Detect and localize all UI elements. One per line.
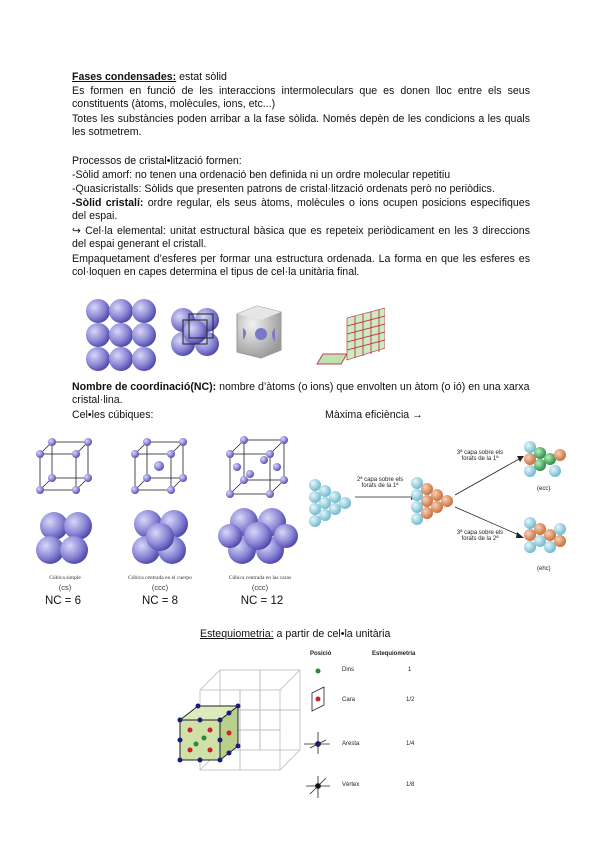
stoich-figure bbox=[170, 650, 470, 830]
packing-layers-diagram bbox=[305, 425, 590, 585]
col-stoichiometry: Estequiometria bbox=[372, 651, 416, 657]
packing-illustrations bbox=[85, 298, 385, 380]
crystalline-solid bbox=[72, 197, 530, 224]
layer-3-ehc bbox=[524, 517, 566, 553]
nc-simple-cubic: NC = 6 bbox=[44, 595, 82, 607]
row-vertex-val: 1/8 bbox=[406, 782, 415, 788]
heading-rest: estat sòlid bbox=[176, 71, 227, 83]
intro-paragraph-2: Totes les substàncies poden arribar a la fase sòlida. Només depèn de les condicions a les quals les sotmetrem. bbox=[72, 113, 530, 139]
row-face-val: 1/2 bbox=[406, 697, 415, 703]
nc-bcc: NC = 8 bbox=[141, 595, 179, 607]
label-layer2: 2ª capa sobre els forats de la 1ª bbox=[356, 477, 404, 489]
caption-simple-cubic: Cúbica simple bbox=[49, 575, 81, 581]
label-layer3a: 3ª capa sobre els forats de la 1ª bbox=[456, 450, 504, 462]
simple-cubic-spheres bbox=[36, 512, 92, 564]
row-inside-val: 1 bbox=[408, 667, 412, 673]
quasicrystals: -Quasicristalls: Sòlids que presenten patrons de cristal·lització ordenats però no periòdics. bbox=[72, 183, 495, 195]
crystalline-rest: ordre regular, els seus àtoms, molècules o ions ocupen posicions específiques del espai. bbox=[72, 197, 530, 223]
icon-vertex bbox=[306, 776, 330, 798]
fcc-spheres bbox=[218, 508, 298, 564]
simple-cubic-wireframe bbox=[40, 442, 88, 490]
unit-cell-front bbox=[180, 720, 220, 760]
amorphous-solid: -Sòlid amorf: no tenen una ordenació ben definida ni un ordre molecular repetitiu bbox=[72, 169, 451, 181]
cube-in-spheres-image bbox=[171, 308, 219, 356]
section-title bbox=[72, 71, 227, 83]
unit-cell-definition: ↪ Cel·la elemental: unitat estructural bàsica que es repeteix periòdicament en les 3 direccions del espai generant el cristall. bbox=[72, 225, 530, 251]
packing-paragraph: Empaquetament d’esferes per formar una estructura ordenada. La forma en que les esferes es col·loquen en capes determina el tipus de cel·la unitària final. bbox=[72, 253, 530, 279]
layer-1-triangle bbox=[309, 479, 351, 527]
abbr-fcc: (ccc) bbox=[251, 583, 269, 592]
intro-paragraph-1: Es formen en funció de les interaccions intermoleculars que es donen lloc entre els seus constituents (àtoms, molècules, ions, etc...) bbox=[72, 85, 530, 111]
icon-edge bbox=[304, 732, 330, 754]
layer-2-triangle bbox=[411, 477, 453, 525]
lattice-grid-image bbox=[317, 308, 385, 364]
caption-bcc: Cúbica centrada en el cuerpo bbox=[128, 575, 192, 581]
stoich-rest: a partir de cel•la unitària bbox=[273, 628, 391, 640]
bcc-spheres bbox=[132, 510, 188, 564]
caption-fcc: Cúbica centrada en las caras bbox=[228, 575, 292, 581]
row-edge-val: 1/4 bbox=[406, 741, 415, 747]
row-face-pos: Cara bbox=[342, 697, 356, 703]
label-ecc: (ecc) bbox=[537, 486, 551, 492]
col-position: Posició bbox=[310, 651, 332, 657]
icon-face bbox=[312, 687, 324, 711]
row-inside-pos: Dins bbox=[342, 667, 355, 673]
coordination-rest: nombre d’àtoms (o ions) que envolten un àtom (o ió) en una xarxa cristal·lina. bbox=[72, 381, 530, 407]
cubic-cells-figure bbox=[30, 430, 300, 580]
layer-3-ecc bbox=[524, 441, 566, 477]
cut-cube-image bbox=[237, 306, 281, 358]
stoich-title bbox=[200, 628, 480, 641]
icon-inside bbox=[316, 669, 321, 674]
row-vertex-pos: Vèrtex bbox=[342, 782, 360, 788]
abbr-simple-cubic: (cs) bbox=[58, 583, 72, 592]
nc-fcc: NC = 12 bbox=[240, 595, 284, 607]
cubic-cells-label: Cel•les cúbiques: bbox=[72, 409, 154, 421]
abbr-bcc: (ccc) bbox=[151, 583, 169, 592]
sphere-grid-image bbox=[86, 299, 156, 371]
crystalline-label: -Sòlid cristalí: bbox=[72, 197, 144, 209]
stoich-heading: Estequiometria: bbox=[200, 628, 274, 640]
coordination-paragraph bbox=[72, 381, 530, 408]
coordination-label: Nombre de coordinació(NC): bbox=[72, 381, 217, 393]
row-edge-pos: Aresta bbox=[342, 741, 360, 747]
label-ehc: (ehc) bbox=[537, 566, 551, 572]
max-efficiency-label: Màxima eficiència → bbox=[325, 409, 423, 421]
processes-intro: Processos de cristal•lització formen: bbox=[72, 155, 242, 167]
heading-condensed-phases: Fases condensades: bbox=[72, 71, 177, 83]
label-layer3b: 3ª capa sobre els forats de la 2ª bbox=[456, 530, 504, 542]
